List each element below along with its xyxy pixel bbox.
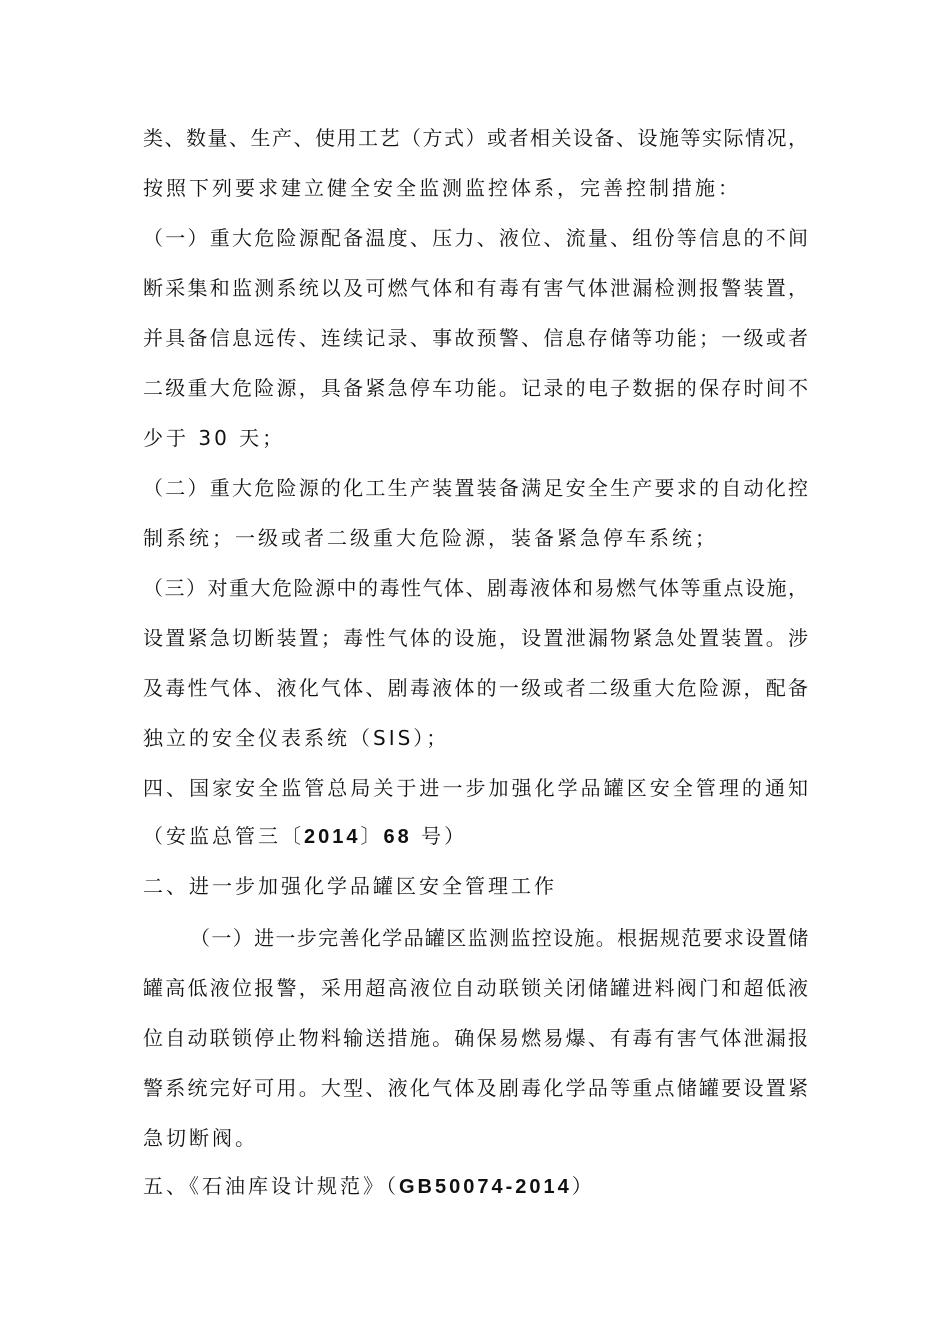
notice-ref-suffix: 号）: [411, 824, 468, 848]
body-line: 设置紧急切断装置；毒性气体的设施，设置泄漏物紧急处置装置。涉: [143, 626, 808, 650]
body-line: 按照下列要求建立健全安全监测监控体系，完善控制措施：: [143, 176, 741, 200]
section-five-prefix: 五、《石油库设计规范》（: [143, 1174, 399, 1198]
body-line: 警系统完好可用。大型、液化气体及剧毒化学品等重点储罐要设置紧: [143, 1076, 808, 1100]
notice-ref-mid: 〕: [360, 824, 384, 848]
body-line: 断采集和监测系统以及可燃气体和有毒有害气体泄漏检测报警装置，: [143, 276, 808, 300]
paragraph-first-line: （一）进一步完善化学品罐区监测监控设施。根据规范要求设置储: [190, 926, 808, 950]
standard-code: GB50074-2014: [399, 1176, 572, 1198]
body-line: 类、数量、生产、使用工艺（方式）或者相关设备、设施等实际情况，: [143, 126, 808, 150]
notice-ref-year: 2014: [304, 826, 361, 848]
list-item-line: （三）对重大危险源中的毒性气体、剧毒液体和易燃气体等重点设施，: [143, 576, 808, 600]
body-line: 及毒性气体、液化气体、剧毒液体的一级或者二级重大危险源，配备: [143, 676, 808, 700]
list-item-line: （一）重大危险源配备温度、压力、液位、流量、组份等信息的不间: [143, 226, 808, 250]
notice-ref-number: 68: [383, 826, 412, 848]
section-heading-five: [143, 1172, 808, 1201]
body-line: 急切断阀。: [143, 1126, 258, 1150]
body-line: 二级重大危险源，具备紧急停车功能。记录的电子数据的保存时间不: [143, 376, 808, 400]
list-item-line: （二）重大危险源的化工生产装置装备满足安全生产要求的自动化控: [143, 476, 808, 500]
notice-reference: [143, 822, 808, 851]
subsection-heading: 二、进一步加强化学品罐区安全管理工作: [143, 874, 557, 898]
notice-ref-prefix: （安监总管三〔: [143, 824, 304, 848]
body-line: 独立的安全仪表系统（SIS）；: [143, 726, 450, 750]
section-heading-four: 四、国家安全监管总局关于进一步加强化学品罐区安全管理的通知: [143, 776, 808, 800]
section-five-suffix: ）: [571, 1174, 595, 1198]
body-line: 位自动联锁停止物料输送措施。确保易燃易爆、有毒有害气体泄漏报: [143, 1026, 808, 1050]
body-line: 并具备信息远传、连续记录、事故预警、信息存储等功能；一级或者: [143, 326, 808, 350]
body-line: 制系统；一级或者二级重大危险源，装备紧急停车系统；: [143, 526, 718, 550]
body-line: 罐高低液位报警，采用超高液位自动联锁关闭储罐进料阀门和超低液: [143, 976, 808, 1000]
body-line: 少于 30 天；: [143, 426, 286, 450]
